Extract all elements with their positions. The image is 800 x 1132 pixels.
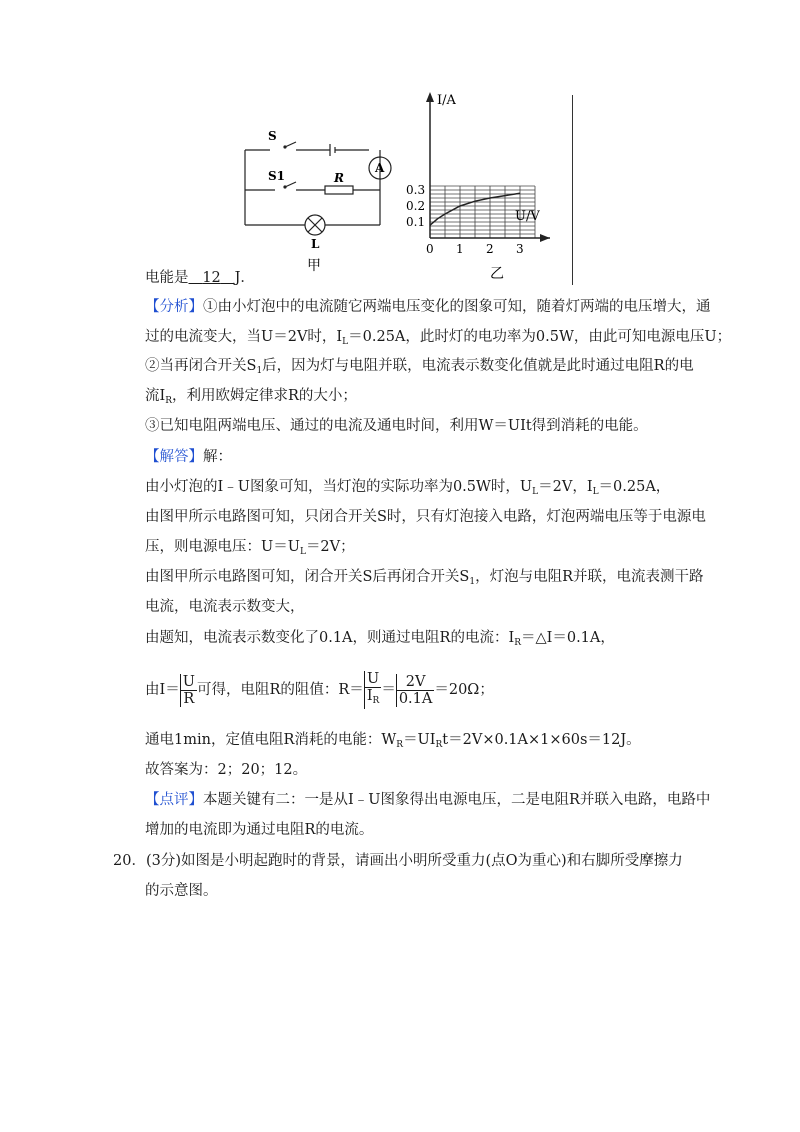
solution-line-2: 由图甲所示电路图可知，只闭合开关S时，只有灯泡接入电路，灯泡两端电压等于电源电: [145, 509, 706, 525]
solution-line-6: 由题知，电流表示数变化了0.1A，则通过电阻R的电流：$I_R=\triangle I=0.1A$，: [145, 630, 615, 648]
graph-caption: 乙: [490, 266, 504, 282]
solution-line-1: 由小灯泡的I﹣U图象可知，当灯泡的实际功率为0.5W时，$U_L=2V$，$I_L=0.25A$，: [145, 479, 671, 497]
analysis-line-4: 流$I_R$，利用欧姆定律求R的大小；: [145, 388, 357, 406]
solution-line-8: 通电1min，定值电阻R消耗的电能：$W_R=UI_Rt=2V\times 0.1A\times 1\times 60s=12J$。: [145, 732, 641, 750]
comment-line-2: 增加的电流即为通过电阻R的电流。: [145, 822, 374, 838]
resistor-label: R: [334, 171, 344, 185]
iu-graph: [400, 88, 550, 283]
y-axis-arrow: [426, 92, 434, 102]
solution-line-3: 压，则电源电压：$U=U_L=2V$；: [145, 539, 355, 557]
lamp-label: L: [311, 237, 320, 251]
analysis-line-3: ②当再闭合开关$S_1$后，因为灯与电阻并联，电流表示数变化值就是此时通过电阻R的电: [145, 358, 694, 376]
ammeter-label: A: [375, 161, 385, 175]
solution-formula-line: 由I＝ $\frac{U}{R}$ 可得，电阻R的阻值：R＝ $\frac{U}{I_R}$ ＝ $\frac{2V}{0.1A}$ ＝20Ω；: [145, 670, 494, 710]
switch-s1-label: S1: [268, 169, 286, 183]
y-axis-label: I/A: [437, 93, 456, 108]
circuit-caption: 甲: [307, 258, 321, 274]
solution-answer: 故答案为：2；20；12。: [145, 762, 308, 778]
question-20-line-1: 20．(3分)如图是小明起跑时的背景，请画出小明所受重力(点O为重心)和右脚所受摩擦力: [113, 853, 683, 869]
question-20-line-2: 的示意图。: [145, 883, 218, 899]
y-tick-label: 0.3: [406, 183, 426, 197]
energy-line: 电能是 12 J．: [145, 270, 255, 286]
solution-tag: 【解答】: [145, 449, 203, 465]
solution-line-5: 电流，电流表示数变大，: [145, 599, 305, 615]
solution-line-4: 由图甲所示电路图可知，闭合开关S后再闭合开关$S_1$，灯泡与电阻R并联，电流表测干路: [145, 569, 704, 587]
y-tick-label: 0.1: [406, 215, 426, 229]
solution-line-0: 【解答】解：: [145, 449, 232, 465]
analysis-tag: 【分析】: [145, 299, 203, 315]
analysis-line-1: 【分析】①由小灯泡中的电流随它两端电压变化的图象可知，随着灯两端的电压增大，通: [145, 299, 711, 315]
y-tick-label: 0.2: [406, 199, 426, 213]
x-tick-label: 2: [486, 242, 494, 256]
resistor-symbol: [325, 186, 353, 194]
x-axis-arrow: [540, 234, 550, 242]
x-tick-label: 0: [426, 242, 434, 256]
comment-line-1: 【点评】本题关键有二：一是从I﹣U图象得出电源电压，二是电阻R并联入电路，电路中: [145, 792, 711, 808]
formula-fraction-1: $\frac{U}{R}$: [180, 674, 197, 707]
formula-fraction-3: $\frac{2V}{0.1A}$: [396, 674, 435, 707]
x-tick-label: 1: [456, 242, 464, 256]
x-tick-label: 3: [516, 242, 524, 256]
page-border-line: [572, 95, 573, 285]
switch-s-label: S: [268, 129, 277, 143]
x-axis-label: U/V: [515, 209, 540, 224]
analysis-line-2: 过的电流变大，当U＝2V时，$I_L=0.25A$，此时灯的电功率为0.5W，由此可知电源电压U；: [145, 329, 732, 347]
analysis-line-5: ③已知电阻两端电压、通过的电流及通电时间，利用W＝UIt得到消耗的电能。: [145, 418, 648, 434]
formula-fraction-2: $\frac{U}{I_R}$: [364, 671, 382, 709]
circuit-diagram: [230, 120, 400, 280]
comment-tag: 【点评】: [145, 792, 203, 808]
switch-s-blade: [285, 142, 296, 147]
energy-answer: 12: [202, 270, 221, 286]
